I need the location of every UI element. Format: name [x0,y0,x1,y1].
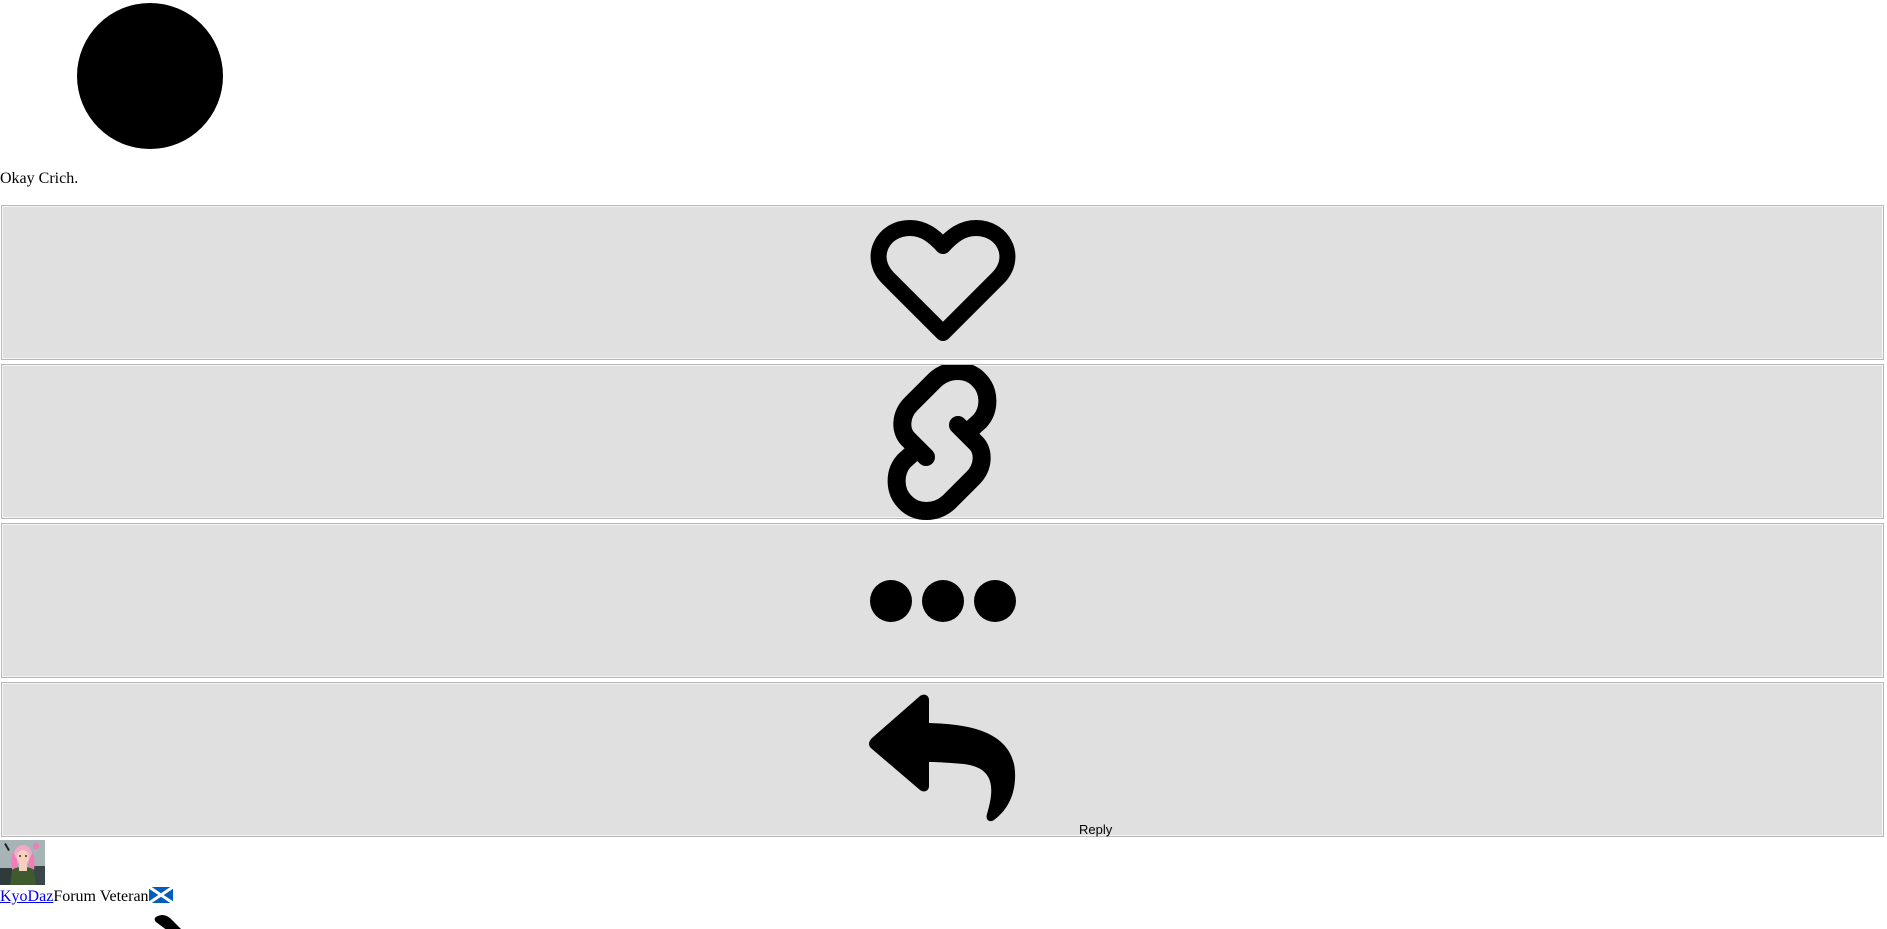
username-link[interactable]: KyoDaz [0,888,54,905]
more-options-button[interactable] [1,523,1884,678]
user-title: Forum Veteran [53,888,149,905]
post-body-text: Okay Crich. [0,170,79,187]
heart-icon [866,215,1020,349]
user-avatar-thumbnail[interactable] [0,840,45,885]
link-icon [866,365,1020,520]
poster-avatar-placeholder [77,3,223,149]
scotland-flag-icon [149,887,173,903]
reply-icon [866,692,1020,828]
ellipsis-icon [866,577,1020,625]
reply-button[interactable] [1,682,1884,837]
user-info-line [0,887,173,907]
share-link-button[interactable] [1,364,1884,519]
reply-label: Reply [1079,822,1113,837]
pencil-icon[interactable] [152,914,192,929]
like-button[interactable] [1,205,1884,360]
